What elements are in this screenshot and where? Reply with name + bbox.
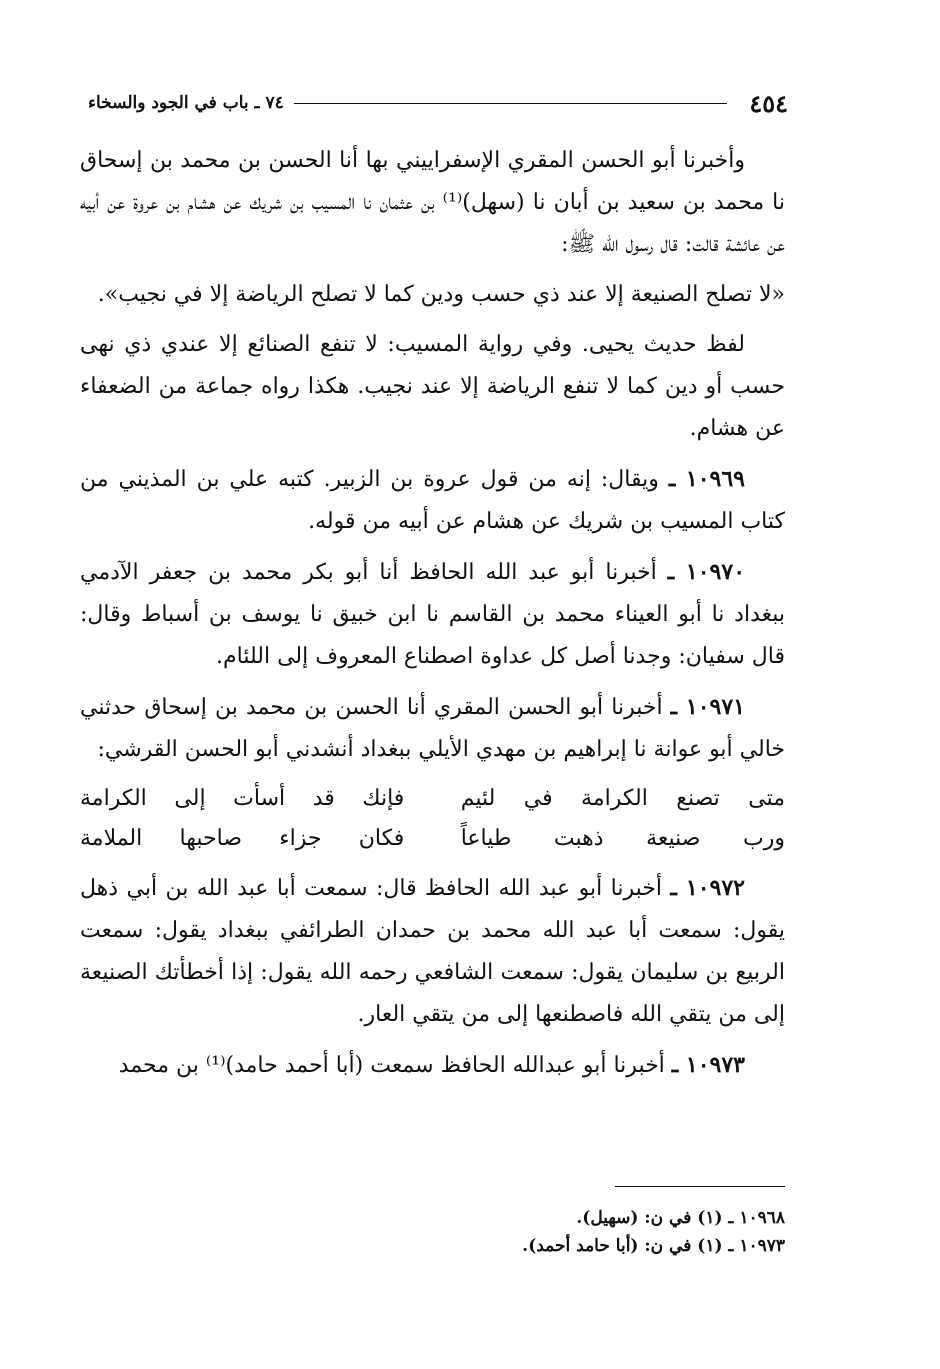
hadith-number: ١٠٩٧٢ ـ xyxy=(670,875,745,901)
hadith-number: ١٠٩٦٩ ـ xyxy=(668,466,745,492)
poem-first-hemistich: متى تصنع الكرامة في لئيم xyxy=(460,786,785,811)
paragraph-10973 xyxy=(80,1044,785,1087)
paragraph-hadith-text: «لا تصلح الصنيعة إلا عند ذي حسب ودين كما لا تصلح الرياضة إلا في نجيب». xyxy=(97,282,785,307)
paragraph-10972 xyxy=(80,867,785,1036)
running-title: ٧٤ ـ باب في الجود والسخاء xyxy=(88,93,284,113)
page-header xyxy=(88,86,788,120)
hadith-number: ١٠٩٧٣ ـ xyxy=(671,1052,745,1078)
page-number: ٤٥٤ xyxy=(749,88,788,118)
poem-line xyxy=(80,819,785,859)
footnote-rule xyxy=(615,1186,785,1187)
hadith-text: أخبرنا أبو الحسن المقري أنا الحسن بن محمد بن إسحاق حدثني خالي أبو عوانة نا إبراهيم بن مهدي الأيلي ببغداد أنشدني أبو الحسن القرشي: xyxy=(80,695,785,762)
footnote: ١٠٩٦٨ ـ (١) في ن: (سهيل). xyxy=(576,1208,785,1228)
poem-first-hemistich: ورب صنيعة ذهبت طياعاً xyxy=(460,826,785,851)
poem-line xyxy=(80,779,785,819)
paragraph-10970 xyxy=(80,551,785,678)
paragraph-commentary: لفظ حديث يحيى. وفي رواية المسيب: لا تنفع الصنائع إلا عندي ذي نهى حسب أو دين كما لا تنفع الرياضة إلا عند نجيب. هكذا رواه جماعة من الضعفاء عن هشام. xyxy=(80,332,785,441)
paragraph-10969 xyxy=(80,458,785,543)
hadith-number: ١٠٩٧١ ـ xyxy=(670,694,745,720)
paragraph-isnad: وأخبرنا أبو الحسن المقري الإسفراييني بها أنا الحسن بن محمد بن إسحاق نا محمد بن سعيد بن أبان نا (سهل)⁽¹⁾ بن عثمان نا المسيب بن شريك عن هشام بن عروة عن أبيه عن عائشة قالت: قال رسول الله ﷺ: xyxy=(80,148,785,257)
hadith-text: أخبرنا أبو عبدالله الحافظ سمعت (أبا أحمد حامد)⁽¹⁾ بن محمد xyxy=(118,1053,672,1078)
main-text xyxy=(80,140,785,1095)
hadith-text: أخبرنا أبو عبد الله الحافظ قال: سمعت أبا عبد الله بن أبي ذهل يقول: سمعت أبا عبد الله محمد بن حمدان الطرائفي ببغداد يقول: سمعت الربيع بن سليمان يقول: سمعت الشافعي رحمه الله يقول: إذا أخطأتك الصنيعة إلى من يتقي الله فاصطنعها إلى من يتقي العار. xyxy=(80,876,785,1027)
footnote: ١٠٩٧٣ ـ (١) في ن: (أبا حامد أحمد). xyxy=(522,1236,785,1256)
poem-second-hemistich: فإنك قد أسأت إلى الكرامة xyxy=(80,786,405,811)
poem-second-hemistich: فكان جزاء صاحبها الملامة xyxy=(80,826,405,851)
hadith-number: ١٠٩٧٠ ـ xyxy=(667,559,746,585)
poem xyxy=(80,779,785,859)
hadith-text: أخبرنا أبو عبد الله الحافظ أنا أبو بكر محمد بن جعفر الآدمي ببغداد نا أبو العيناء محمد بن القاسم نا ابن خبيق نا يوسف بن أسباط وقال: قال سفيان: وجدنا أصل كل عداوة اصطناع المعروف إلى اللئام. xyxy=(80,560,785,669)
footnotes xyxy=(300,1204,785,1260)
hadith-text: ويقال: إنه من قول عروة بن الزبير. كتبه علي بن المذيني من كتاب المسيب بن شريك عن هشام عن أبيه من قوله. xyxy=(80,467,785,534)
header-rule xyxy=(294,103,728,104)
paragraph-10971 xyxy=(80,686,785,771)
